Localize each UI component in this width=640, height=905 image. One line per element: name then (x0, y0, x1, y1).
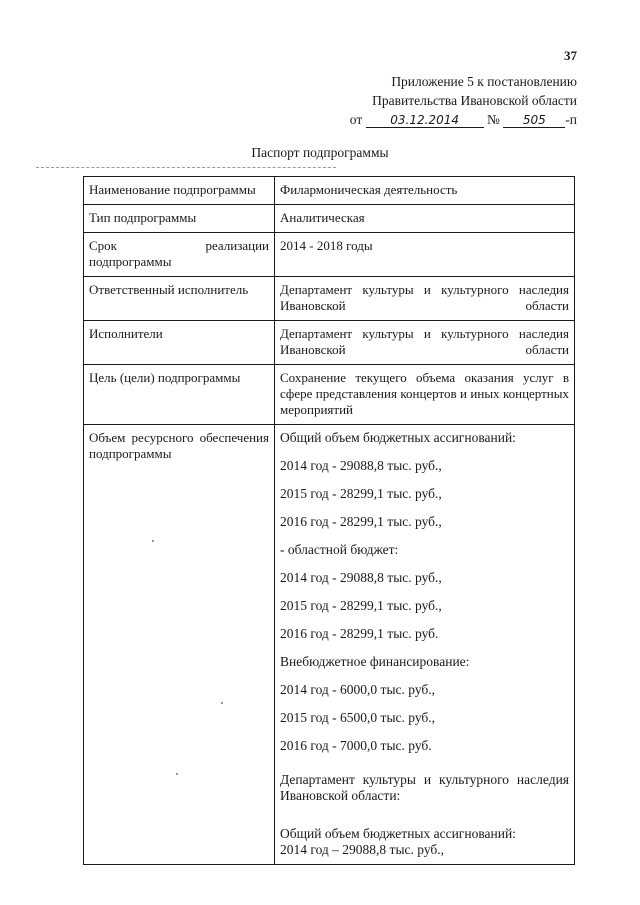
row-value: Аналитическая (275, 205, 575, 233)
appendix-line-2: Правительства Ивановской области (372, 93, 577, 108)
funding-line: 2015 год - 28299,1 тыс. руб., (280, 486, 442, 501)
funding-line: 2015 год - 28299,1 тыс. руб., (280, 598, 442, 613)
funding-line: 2016 год - 28299,1 тыс. руб. (280, 626, 439, 641)
funding-line: 2014 год - 29088,8 тыс. руб., (280, 458, 442, 473)
funding-total-label: Общий объем бюджетных ассигнований: (280, 826, 516, 841)
document-title: Паспорт подпрограммы (251, 145, 389, 160)
row-label: Тип подпрограммы (84, 205, 275, 233)
row-value: Филармоническая деятельность (275, 177, 575, 205)
table-row (84, 277, 575, 321)
scan-artifact-line (36, 167, 336, 168)
row-value: 2014 - 2018 годы (275, 233, 575, 277)
table-row (84, 321, 575, 365)
page-number: 37 (564, 48, 577, 63)
scan-speck (221, 702, 223, 704)
table-row (84, 365, 575, 425)
number-label: № (487, 112, 500, 127)
row-label: Исполнители (84, 321, 275, 365)
funding-details (275, 425, 575, 865)
funding-line: 2016 год - 28299,1 тыс. руб., (280, 514, 442, 529)
row-value: Департамент культуры и культурного наследия Ивановской области (275, 321, 575, 365)
appendix-line-3 (287, 110, 577, 129)
appendix-header (287, 72, 577, 129)
scan-speck (152, 540, 154, 542)
handwritten-number: 505 (503, 113, 565, 128)
scan-speck (176, 773, 178, 775)
funding-department: Департамент культуры и культурного наследия Ивановской области: (280, 772, 569, 803)
row-label: Ответственный исполнитель (84, 277, 275, 321)
funding-line: 2016 год - 7000,0 тыс. руб. (280, 738, 432, 753)
row-value: Департамент культуры и культурного наследия Ивановской области (275, 277, 575, 321)
row-value: Сохранение текущего объема оказания услуг в сфере представления концертов и иных концертных мероприятий (275, 365, 575, 425)
funding-line: 2014 год - 29088,8 тыс. руб., (280, 570, 442, 585)
funding-line: - областной бюджет: (280, 542, 399, 557)
funding-total-2014: 2014 год – 29088,8 тыс. руб., (280, 842, 445, 857)
funding-label: Объем ресурсного обеспечения подпрограммы (84, 425, 275, 865)
row-label: Срок реализации подпрограммы (84, 233, 275, 277)
from-label: от (349, 112, 363, 127)
table-row (84, 205, 575, 233)
funding-line: 2015 год - 6500,0 тыс. руб., (280, 710, 436, 725)
handwritten-date: 03.12.2014 (366, 113, 484, 128)
funding-line: Внебюджетное финансирование: (280, 654, 470, 669)
row-label: Наименование подпрограммы (84, 177, 275, 205)
funding-line: 2014 год - 6000,0 тыс. руб., (280, 682, 436, 697)
appendix-line-1: Приложение 5 к постановлению (391, 74, 577, 89)
funding-row (84, 425, 575, 865)
passport-table (83, 176, 575, 865)
funding-line: Общий объем бюджетных ассигнований: (280, 430, 516, 445)
number-suffix: -п (565, 112, 577, 127)
row-label: Цель (цели) подпрограммы (84, 365, 275, 425)
table-row (84, 177, 575, 205)
table-row (84, 233, 575, 277)
